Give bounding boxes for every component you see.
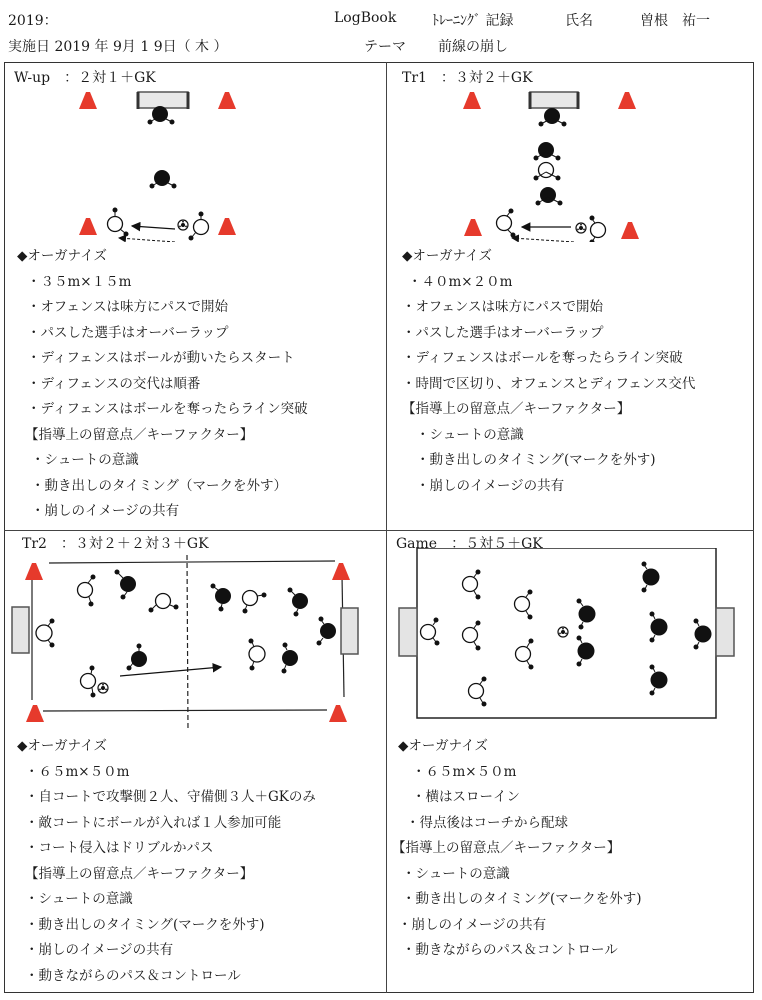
game-line: ・横はスローイン xyxy=(412,789,520,805)
game-line: ・動き出しのタイミング(マークを外す) xyxy=(402,891,642,907)
wup-line: ◆オーガナイズ xyxy=(17,248,108,264)
tr1-diagram xyxy=(388,82,754,242)
attacker-icon xyxy=(469,677,487,707)
ball-icon xyxy=(558,627,568,637)
tr2-line: 【指導上の留意点／キーファクター】 xyxy=(25,865,254,882)
tr1-line: ・崩しのイメージの共有 xyxy=(416,477,565,494)
attacker-icon xyxy=(463,570,481,600)
tr2-line: ・シュートの意識 xyxy=(25,891,133,907)
goal-icon xyxy=(12,607,29,653)
game-diagram xyxy=(388,548,754,728)
year-label: 2019： xyxy=(8,13,58,29)
attacker-icon xyxy=(497,209,516,238)
attacker-icon xyxy=(516,639,534,670)
wup-line: 【指導上の留意点／キーファクター】 xyxy=(25,426,254,443)
goal-icon xyxy=(138,92,188,109)
run-arrow xyxy=(512,238,574,242)
wup-title: W-up ：２対１＋GK xyxy=(14,70,156,86)
attacker-icon xyxy=(81,666,96,698)
wup-line: ・３５m×１５m xyxy=(27,273,132,290)
game-line: ・崩しのイメージの共有 xyxy=(398,916,547,933)
tr2-line: ・６５m×５０m xyxy=(25,763,130,780)
defender-icon xyxy=(282,643,299,674)
tr1-title: Tr1 ：３対２＋GK xyxy=(402,70,533,86)
tr1-line: ・シュートの意識 xyxy=(416,426,524,443)
attacker-icon xyxy=(590,216,606,243)
attacker-icon xyxy=(36,619,55,648)
tr2-line: ・自コートで攻撃側２人、守備側３人＋GKのみ xyxy=(25,789,316,805)
attacker-icon xyxy=(108,208,129,237)
wup-line: ・オフェンスは味方にパスで開始 xyxy=(27,299,229,315)
cone-icon xyxy=(218,92,236,109)
tr1-line: 【指導上の留意点／キーファクター】 xyxy=(402,401,631,417)
tr1-line: ・動き出しのタイミング(マークを外す) xyxy=(416,452,656,468)
defender-icon xyxy=(211,584,232,612)
defender-icon xyxy=(534,142,561,161)
ball-icon xyxy=(98,683,108,693)
cone-icon xyxy=(618,92,636,109)
game-line: ・得点後はコーチから配球 xyxy=(406,814,568,831)
halfway-line xyxy=(187,555,188,730)
game-line: ◆オーガナイズ xyxy=(398,738,489,754)
wup-line: ・崩しのイメージの共有 xyxy=(31,503,180,519)
tr1-notes xyxy=(402,244,695,499)
attacker-icon xyxy=(149,594,179,613)
cone-icon xyxy=(25,563,43,580)
goalkeeper-icon xyxy=(694,619,712,650)
column-divider xyxy=(386,62,387,993)
ball-icon xyxy=(178,220,188,230)
wup-line: ・動き出しのタイミング（マークを外す） xyxy=(31,477,287,494)
wup-diagram xyxy=(5,82,385,242)
defender-icon xyxy=(539,108,567,127)
tr2-title: Tr2 ：３対２＋２対３＋GK xyxy=(22,536,209,552)
defender-icon xyxy=(127,644,148,671)
goal-icon xyxy=(716,608,734,656)
cone-icon xyxy=(621,222,639,239)
goal-icon xyxy=(341,608,358,654)
cone-icon xyxy=(218,218,236,235)
tr1-line: ・オフェンスは味方にパスで開始 xyxy=(402,299,604,315)
date-label: 実施日 2019 年 9月 1 9日（ 木 ） xyxy=(8,39,228,55)
defender-icon xyxy=(288,588,309,617)
tr1-line: ・４０m×２０m xyxy=(408,273,513,290)
pass-arrow xyxy=(132,226,175,229)
logbook-title: LogBook xyxy=(334,10,397,26)
cone-icon xyxy=(332,563,350,580)
attacker-icon xyxy=(534,163,561,181)
theme-value: 前線の崩し xyxy=(438,39,508,55)
wup-notes xyxy=(17,244,308,525)
game-line: 【指導上の留意点／キーファクター】 xyxy=(392,840,621,856)
game-notes xyxy=(392,734,642,964)
name-label: 氏名 xyxy=(565,13,593,29)
tr1-line: ・ディフェンスはボールを奪ったらライン突破 xyxy=(402,350,683,366)
tr2-diagram xyxy=(5,550,385,730)
game-line: ・６５m×５０m xyxy=(412,763,517,780)
tr2-line: ・コート侵入はドリブルかパス xyxy=(25,840,214,856)
attacker-icon xyxy=(463,621,481,651)
attacker-icon xyxy=(515,590,533,620)
pass-arrow xyxy=(120,667,221,676)
cone-icon xyxy=(329,705,347,722)
attacker-icon xyxy=(243,591,267,614)
attacker-icon xyxy=(249,639,266,671)
defender-icon xyxy=(577,599,596,630)
tr2-line: ◆オーガナイズ xyxy=(17,738,108,754)
wup-line: ・ディフェンスはボールが動いたらスタート xyxy=(27,350,295,366)
goal-icon xyxy=(530,92,578,109)
run-arrow xyxy=(119,238,175,242)
tr2-notes xyxy=(17,734,316,989)
game-title: Game ：５対５＋GK xyxy=(396,536,543,552)
cone-icon xyxy=(79,92,97,109)
tr2-line: ・動き出しのタイミング(マークを外す) xyxy=(25,916,265,933)
defender-icon xyxy=(577,636,595,667)
tr2-line: ・敵コートにボールが入れば１人参加可能 xyxy=(25,814,282,831)
cone-icon xyxy=(79,218,97,235)
attacker-icon xyxy=(189,212,209,241)
attacker-icon xyxy=(421,618,440,646)
tr1-line: ・パスした選手はオーバーラップ xyxy=(402,324,604,341)
attacker-icon xyxy=(78,575,96,607)
ball-icon xyxy=(576,223,586,233)
wup-line: ・ディフェンスはボールを奪ったらライン突破 xyxy=(27,401,308,417)
defender-icon xyxy=(650,612,668,643)
goal-icon xyxy=(399,608,417,656)
cone-icon xyxy=(464,219,482,236)
wup-line: ・パスした選手はオーバーラップ xyxy=(27,324,229,341)
theme-label: テーマ xyxy=(364,39,406,55)
game-line: ・シュートの意識 xyxy=(402,865,510,882)
defender-icon xyxy=(148,106,175,125)
defender-icon xyxy=(150,170,177,189)
row-divider xyxy=(4,530,754,531)
tr2-line: ・崩しのイメージの共有 xyxy=(25,942,174,958)
defender-icon xyxy=(650,665,668,696)
tr1-line: ・時間で区切り、オフェンスとディフェンス交代 xyxy=(402,375,696,392)
cone-icon xyxy=(463,92,481,109)
defender-icon xyxy=(642,562,660,593)
game-line: ・動きながらのパス＆コントロール xyxy=(402,942,618,958)
training-record-label: ﾄﾚｰﾆﾝｸﾞ 記録 xyxy=(432,13,514,29)
wup-line: ・ディフェンスの交代は順番 xyxy=(27,375,201,392)
cone-icon xyxy=(26,705,44,722)
defender-icon xyxy=(115,570,137,600)
defender-icon xyxy=(536,187,563,206)
name-value: 曽根 祐一 xyxy=(640,13,710,29)
tr1-line: ◆オーガナイズ xyxy=(402,248,493,264)
wup-line: ・シュートの意識 xyxy=(31,452,139,468)
defender-icon xyxy=(317,617,337,646)
tr2-line: ・動きながらのパス＆コントロール xyxy=(25,967,241,984)
